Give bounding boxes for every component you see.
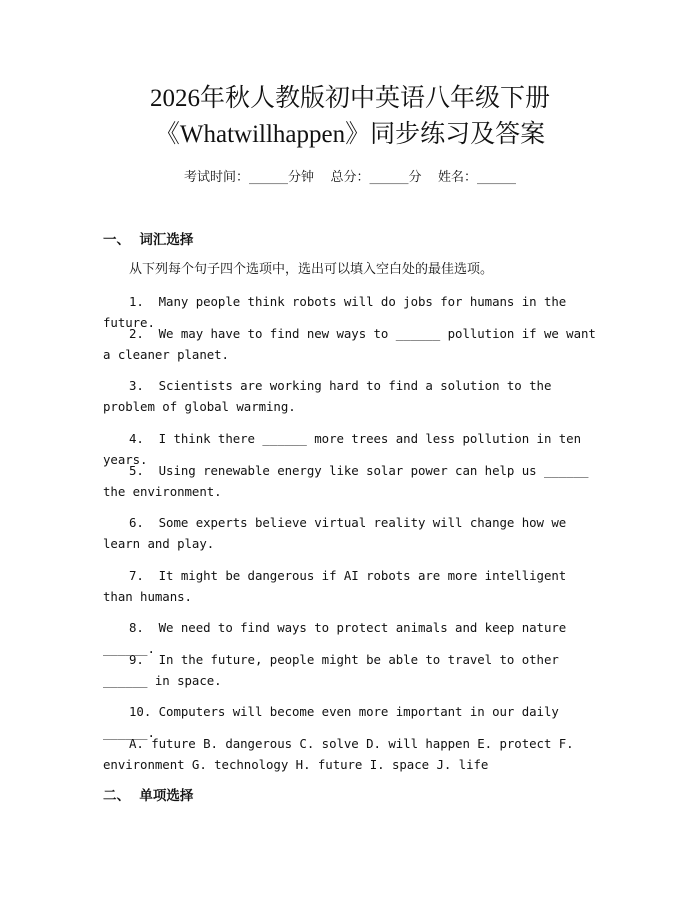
- question-text: Scientists are working hard to find a solution to the problem of global warming.: [103, 378, 552, 414]
- section-instruction: 从下列每个句子四个选项中，选出可以填入空白处的最佳选项。: [129, 262, 494, 277]
- question-number: 10.: [129, 704, 159, 719]
- question-text: I think there ______ more trees and less pollution in ten years.: [103, 431, 581, 467]
- document-title-line2: 《Whatwillhappen》同步练习及答案: [154, 121, 546, 148]
- question-text: In the future, people might be able to travel to other ______ in space.: [103, 652, 559, 688]
- question-number: 6.: [129, 515, 159, 530]
- question-text: Some experts believe virtual reality will change how we learn and play.: [103, 515, 567, 551]
- document-title-line1: 2026年秋人教版初中英语八年级下册: [149, 85, 550, 112]
- question-number: 4.: [129, 431, 159, 446]
- question-item: [103, 512, 600, 554]
- question-number: 8.: [129, 620, 159, 635]
- question-number: 1.: [129, 294, 159, 309]
- question-number: 3.: [129, 378, 159, 393]
- section-heading-single-choice: 二、 单项选择: [103, 788, 194, 804]
- question-item: [103, 460, 600, 502]
- section-heading-vocabulary: 一、 词汇选择: [103, 232, 194, 248]
- question-number: 9.: [129, 652, 159, 667]
- option-list: A. future B. dangerous C. solve D. will happen E. protect F. environment G. technology H. future I. space J. life: [103, 736, 574, 772]
- question-item: [103, 649, 600, 691]
- exam-info: 考试时间：______分钟 总分：______分 姓名：______: [183, 170, 517, 185]
- question-number: 2.: [129, 326, 159, 341]
- question-text: Using renewable energy like solar power can help us ______ the environment.: [103, 463, 589, 499]
- question-item: [103, 323, 600, 365]
- question-number: 5.: [129, 463, 159, 478]
- question-text: We need to find ways to protect animals and keep nature ______.: [103, 620, 567, 656]
- question-item: [103, 375, 600, 417]
- question-item: [103, 565, 600, 607]
- question-text: We may have to find new ways to ______ pollution if we want a cleaner planet.: [103, 326, 596, 362]
- question-text: It might be dangerous if AI robots are more intelligent than humans.: [103, 568, 567, 604]
- question-text: Computers will become even more important in our daily ______.: [103, 704, 559, 740]
- question-number: 7.: [129, 568, 159, 583]
- question-text: Many people think robots will do jobs for humans in the future.: [103, 294, 567, 330]
